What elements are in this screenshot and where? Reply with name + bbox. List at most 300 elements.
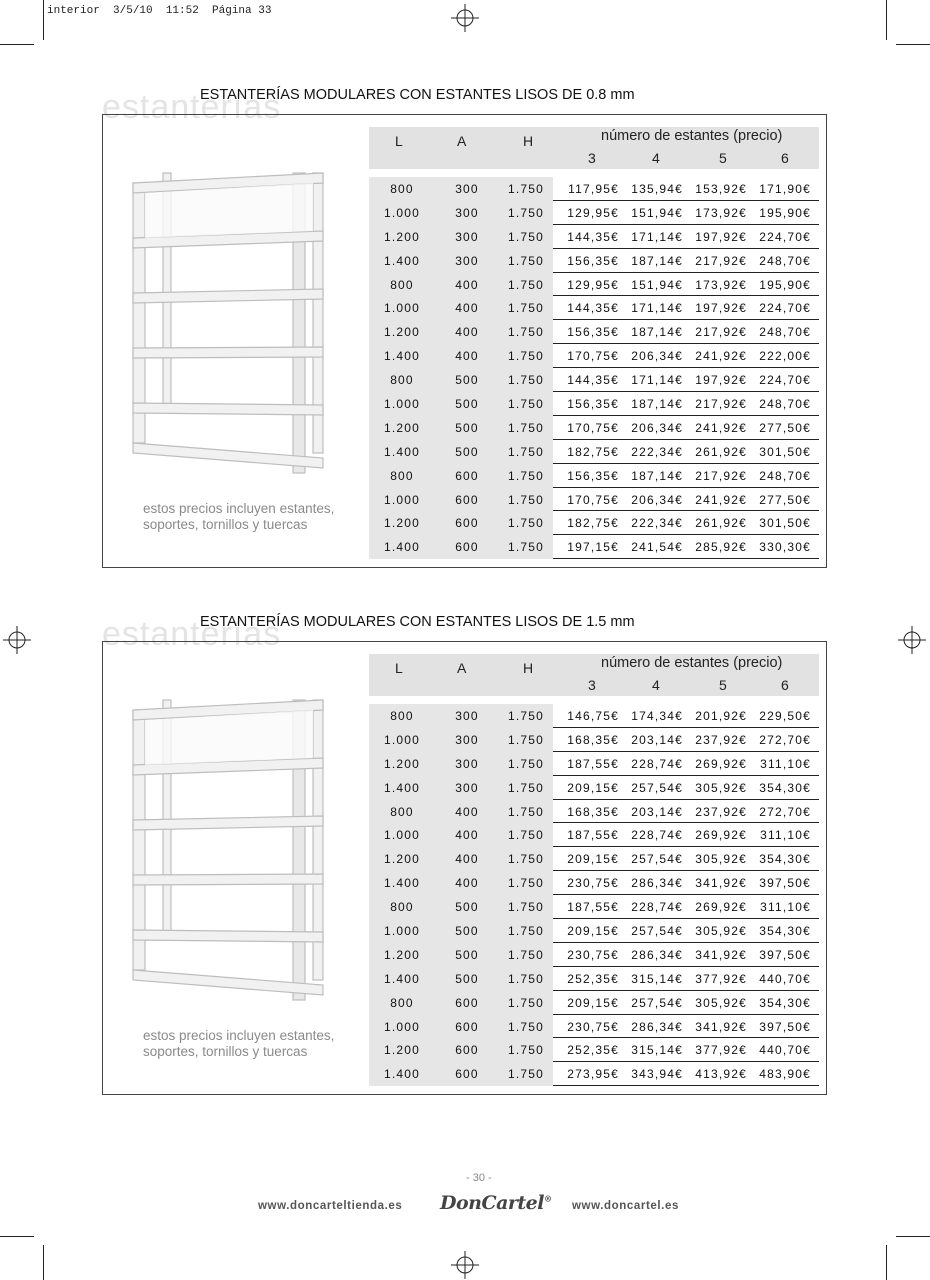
cell-height: 1.750 bbox=[507, 420, 545, 435]
cell-depth: 400 bbox=[455, 804, 479, 819]
cell-length: 1.400 bbox=[383, 876, 421, 891]
cell-height: 1.750 bbox=[507, 780, 545, 795]
cell-price-4: 171,14€ bbox=[631, 301, 683, 316]
cell-height: 1.750 bbox=[507, 277, 545, 292]
cell-price-4: 286,34€ bbox=[631, 1019, 683, 1034]
cell-price-5: 377,92€ bbox=[695, 971, 747, 986]
cell-height: 1.750 bbox=[507, 924, 545, 939]
header-n5: 5 bbox=[719, 150, 727, 166]
cell-height: 1.750 bbox=[507, 182, 545, 196]
cell-depth: 300 bbox=[455, 756, 479, 771]
section-ghost-word: estanterías bbox=[102, 88, 282, 126]
cell-price-5: 377,92€ bbox=[695, 1043, 747, 1058]
cell-height: 1.750 bbox=[507, 540, 545, 555]
cell-price-4: 174,34€ bbox=[631, 709, 683, 723]
cell-price-4: 257,54€ bbox=[631, 995, 683, 1010]
cell-price-6: 440,70€ bbox=[759, 971, 811, 986]
table-row bbox=[369, 895, 819, 919]
cell-height: 1.750 bbox=[507, 756, 545, 771]
table-row bbox=[369, 1038, 819, 1062]
header-n4: 4 bbox=[652, 677, 660, 693]
cell-price-6: 224,70€ bbox=[759, 229, 811, 244]
table-row bbox=[369, 296, 819, 320]
cell-price-6: 272,70€ bbox=[759, 732, 811, 747]
cell-price-4: 171,14€ bbox=[631, 373, 683, 388]
registered-mark: ® bbox=[544, 1193, 552, 1204]
cell-price-5: 217,92€ bbox=[695, 325, 747, 340]
cell-height: 1.750 bbox=[507, 1043, 545, 1058]
cell-length: 1.400 bbox=[383, 971, 421, 986]
cell-length: 1.000 bbox=[383, 828, 421, 843]
cell-depth: 500 bbox=[455, 900, 479, 915]
page-number: - 30 - bbox=[466, 1172, 492, 1184]
row-rule bbox=[553, 1085, 819, 1086]
crop-mark bbox=[43, 1245, 44, 1280]
cell-length: 1.200 bbox=[383, 947, 421, 962]
table-row bbox=[369, 919, 819, 943]
registration-target-icon bbox=[451, 1251, 479, 1279]
cell-depth: 400 bbox=[455, 876, 479, 891]
cell-height: 1.750 bbox=[507, 468, 545, 483]
cell-height: 1.750 bbox=[507, 732, 545, 747]
cell-price-3: 146,75€ bbox=[567, 709, 619, 723]
cell-price-4: 343,94€ bbox=[631, 1067, 683, 1082]
cell-price-4: 286,34€ bbox=[631, 947, 683, 962]
cell-depth: 400 bbox=[455, 852, 479, 867]
cell-length: 1.200 bbox=[383, 1043, 421, 1058]
cell-price-4: 135,94€ bbox=[631, 182, 683, 196]
cell-price-5: 269,92€ bbox=[695, 828, 747, 843]
cell-price-5: 413,92€ bbox=[695, 1067, 747, 1082]
cell-price-6: 483,90€ bbox=[759, 1067, 811, 1082]
price-table-rows bbox=[369, 704, 819, 1086]
shelving-unit-image bbox=[123, 143, 353, 503]
header-n6: 6 bbox=[781, 677, 789, 693]
section-box bbox=[102, 641, 827, 1095]
table-row bbox=[369, 823, 819, 847]
cell-price-6: 277,50€ bbox=[759, 420, 811, 435]
cell-depth: 500 bbox=[455, 924, 479, 939]
cell-length: 1.400 bbox=[383, 253, 421, 268]
table-row bbox=[369, 800, 819, 824]
cell-price-4: 203,14€ bbox=[631, 732, 683, 747]
cell-height: 1.750 bbox=[507, 349, 545, 364]
cell-price-5: 173,92€ bbox=[695, 205, 747, 220]
cell-depth: 600 bbox=[455, 492, 479, 507]
cell-price-5: 305,92€ bbox=[695, 852, 747, 867]
crop-mark bbox=[886, 1245, 887, 1280]
cell-price-3: 209,15€ bbox=[567, 852, 619, 867]
table-row bbox=[369, 344, 819, 368]
cell-length: 1.000 bbox=[383, 205, 421, 220]
crop-mark bbox=[896, 44, 930, 45]
cell-height: 1.750 bbox=[507, 205, 545, 220]
cell-price-5: 341,92€ bbox=[695, 876, 747, 891]
cell-price-5: 201,92€ bbox=[695, 709, 747, 723]
cell-price-4: 257,54€ bbox=[631, 852, 683, 867]
cell-price-4: 171,14€ bbox=[631, 229, 683, 244]
cell-length: 800 bbox=[390, 709, 414, 723]
cell-depth: 600 bbox=[455, 540, 479, 555]
cell-price-3: 252,35€ bbox=[567, 971, 619, 986]
price-note: estos precios incluyen estantes, soportes, tornillos y tuercas bbox=[143, 1028, 335, 1059]
table-row bbox=[369, 704, 819, 728]
cell-length: 1.000 bbox=[383, 492, 421, 507]
cell-price-3: 197,15€ bbox=[567, 540, 619, 555]
cell-length: 1.400 bbox=[383, 1067, 421, 1082]
cell-price-3: 252,35€ bbox=[567, 1043, 619, 1058]
cell-price-4: 187,14€ bbox=[631, 397, 683, 412]
cell-price-3: 230,75€ bbox=[567, 947, 619, 962]
registration-target-icon bbox=[3, 626, 31, 654]
cell-price-5: 241,92€ bbox=[695, 492, 747, 507]
table-row bbox=[369, 535, 819, 559]
cell-height: 1.750 bbox=[507, 995, 545, 1010]
header-group: número de estantes (precio) bbox=[601, 655, 783, 671]
table-header bbox=[369, 654, 819, 696]
section-title: ESTANTERÍAS MODULARES CON ESTANTES LISOS DE 0.8 mm bbox=[200, 87, 635, 103]
cell-price-6: 272,70€ bbox=[759, 804, 811, 819]
cell-height: 1.750 bbox=[507, 229, 545, 244]
cell-price-3: 156,35€ bbox=[567, 468, 619, 483]
table-row bbox=[369, 752, 819, 776]
cell-price-6: 354,30€ bbox=[759, 852, 811, 867]
site-url-link[interactable]: www.doncartel.es bbox=[572, 1200, 679, 1212]
cell-depth: 500 bbox=[455, 420, 479, 435]
header-a: A bbox=[457, 133, 467, 149]
cell-length: 1.200 bbox=[383, 756, 421, 771]
cell-height: 1.750 bbox=[507, 971, 545, 986]
registration-target-icon bbox=[898, 626, 926, 654]
cell-price-4: 222,34€ bbox=[631, 516, 683, 531]
header-n3: 3 bbox=[588, 677, 596, 693]
cell-depth: 300 bbox=[455, 253, 479, 268]
cell-price-3: 209,15€ bbox=[567, 780, 619, 795]
cell-height: 1.750 bbox=[507, 947, 545, 962]
cell-depth: 600 bbox=[455, 468, 479, 483]
cell-height: 1.750 bbox=[507, 301, 545, 316]
cell-height: 1.750 bbox=[507, 444, 545, 459]
cell-length: 1.200 bbox=[383, 420, 421, 435]
cell-price-6: 354,30€ bbox=[759, 924, 811, 939]
cell-price-5: 285,92€ bbox=[695, 540, 747, 555]
cell-price-6: 397,50€ bbox=[759, 947, 811, 962]
table-row bbox=[369, 776, 819, 800]
cell-price-3: 170,75€ bbox=[567, 349, 619, 364]
cell-height: 1.750 bbox=[507, 253, 545, 268]
crop-mark bbox=[896, 1236, 930, 1237]
cell-length: 1.200 bbox=[383, 325, 421, 340]
cell-price-6: 195,90€ bbox=[759, 277, 811, 292]
table-row bbox=[369, 871, 819, 895]
cell-price-4: 151,94€ bbox=[631, 277, 683, 292]
cell-depth: 600 bbox=[455, 995, 479, 1010]
cell-height: 1.750 bbox=[507, 804, 545, 819]
cell-height: 1.750 bbox=[507, 325, 545, 340]
cell-price-6: 277,50€ bbox=[759, 492, 811, 507]
table-row bbox=[369, 1015, 819, 1039]
cell-length: 1.400 bbox=[383, 540, 421, 555]
cell-depth: 300 bbox=[455, 182, 479, 196]
cell-length: 1.400 bbox=[383, 780, 421, 795]
header-h: H bbox=[523, 133, 534, 149]
print-slug: interior 3/5/10 11:52 Página 33 bbox=[47, 5, 272, 17]
price-table-rows bbox=[369, 177, 819, 559]
cell-price-4: 315,14€ bbox=[631, 971, 683, 986]
cell-price-3: 182,75€ bbox=[567, 444, 619, 459]
cell-price-5: 269,92€ bbox=[695, 900, 747, 915]
cell-height: 1.750 bbox=[507, 516, 545, 531]
table-row bbox=[369, 728, 819, 752]
table-row bbox=[369, 943, 819, 967]
cell-price-6: 397,50€ bbox=[759, 876, 811, 891]
cell-length: 1.000 bbox=[383, 397, 421, 412]
cell-price-6: 171,90€ bbox=[759, 182, 811, 196]
table-row bbox=[369, 320, 819, 344]
cell-price-5: 237,92€ bbox=[695, 732, 747, 747]
cell-price-3: 273,95€ bbox=[567, 1067, 619, 1082]
cell-price-3: 168,35€ bbox=[567, 804, 619, 819]
cell-length: 1.000 bbox=[383, 301, 421, 316]
cell-price-3: 209,15€ bbox=[567, 995, 619, 1010]
cell-price-3: 156,35€ bbox=[567, 325, 619, 340]
cell-price-6: 354,30€ bbox=[759, 780, 811, 795]
cell-height: 1.750 bbox=[507, 397, 545, 412]
cell-height: 1.750 bbox=[507, 1019, 545, 1034]
cell-depth: 500 bbox=[455, 444, 479, 459]
cell-price-5: 217,92€ bbox=[695, 253, 747, 268]
cell-depth: 300 bbox=[455, 780, 479, 795]
cell-depth: 300 bbox=[455, 205, 479, 220]
cell-height: 1.750 bbox=[507, 828, 545, 843]
table-row bbox=[369, 488, 819, 512]
table-row bbox=[369, 177, 819, 201]
cell-price-5: 341,92€ bbox=[695, 947, 747, 962]
table-row bbox=[369, 440, 819, 464]
cell-price-4: 206,34€ bbox=[631, 492, 683, 507]
header-n4: 4 bbox=[652, 150, 660, 166]
cell-length: 800 bbox=[390, 277, 414, 292]
brand-logo bbox=[440, 1192, 552, 1214]
cell-depth: 400 bbox=[455, 325, 479, 340]
cell-price-4: 257,54€ bbox=[631, 780, 683, 795]
cell-price-6: 229,50€ bbox=[759, 709, 811, 723]
row-rule bbox=[553, 558, 819, 559]
cell-price-6: 248,70€ bbox=[759, 468, 811, 483]
cell-price-4: 228,74€ bbox=[631, 900, 683, 915]
cell-price-6: 440,70€ bbox=[759, 1043, 811, 1058]
table-row bbox=[369, 967, 819, 991]
cell-depth: 400 bbox=[455, 277, 479, 292]
header-l: L bbox=[395, 133, 403, 149]
header-h: H bbox=[523, 660, 534, 676]
cell-height: 1.750 bbox=[507, 709, 545, 723]
cell-depth: 600 bbox=[455, 1043, 479, 1058]
cell-depth: 300 bbox=[455, 732, 479, 747]
cell-price-6: 397,50€ bbox=[759, 1019, 811, 1034]
cell-price-4: 203,14€ bbox=[631, 804, 683, 819]
cell-price-6: 311,10€ bbox=[760, 828, 811, 843]
cell-price-3: 117,95€ bbox=[568, 182, 619, 196]
table-row bbox=[369, 249, 819, 273]
cell-price-5: 241,92€ bbox=[695, 420, 747, 435]
table-row bbox=[369, 273, 819, 297]
cell-height: 1.750 bbox=[507, 492, 545, 507]
cell-price-4: 222,34€ bbox=[631, 444, 683, 459]
cell-price-5: 197,92€ bbox=[695, 229, 747, 244]
cell-price-5: 241,92€ bbox=[695, 349, 747, 364]
cell-price-5: 197,92€ bbox=[695, 373, 747, 388]
cell-length: 800 bbox=[390, 373, 414, 388]
section-title: ESTANTERÍAS MODULARES CON ESTANTES LISOS DE 1.5 mm bbox=[200, 614, 635, 630]
cell-price-5: 269,92€ bbox=[695, 756, 747, 771]
cell-price-6: 354,30€ bbox=[759, 995, 811, 1010]
cell-price-5: 173,92€ bbox=[695, 277, 747, 292]
cell-price-6: 224,70€ bbox=[759, 373, 811, 388]
cell-price-6: 224,70€ bbox=[759, 301, 811, 316]
cell-height: 1.750 bbox=[507, 373, 545, 388]
cell-price-4: 241,54€ bbox=[631, 540, 683, 555]
cell-length: 800 bbox=[390, 182, 414, 196]
cell-price-5: 261,92€ bbox=[695, 516, 747, 531]
header-group: número de estantes (precio) bbox=[601, 128, 783, 144]
table-row bbox=[369, 201, 819, 225]
cell-depth: 500 bbox=[455, 397, 479, 412]
cell-price-3: 170,75€ bbox=[567, 492, 619, 507]
cell-depth: 500 bbox=[455, 373, 479, 388]
cell-price-4: 206,34€ bbox=[631, 349, 683, 364]
cell-price-6: 195,90€ bbox=[759, 205, 811, 220]
cell-depth: 600 bbox=[455, 1067, 479, 1082]
cell-price-4: 257,54€ bbox=[631, 924, 683, 939]
cell-price-4: 228,74€ bbox=[631, 828, 683, 843]
cell-price-4: 228,74€ bbox=[631, 756, 683, 771]
cell-length: 1.400 bbox=[383, 349, 421, 364]
cell-price-5: 305,92€ bbox=[695, 780, 747, 795]
cell-depth: 400 bbox=[455, 828, 479, 843]
header-l: L bbox=[395, 660, 403, 676]
cell-depth: 300 bbox=[455, 229, 479, 244]
cell-price-3: 187,55€ bbox=[567, 900, 619, 915]
table-header bbox=[369, 127, 819, 169]
cell-depth: 600 bbox=[455, 516, 479, 531]
crop-mark bbox=[43, 0, 44, 40]
header-n5: 5 bbox=[719, 677, 727, 693]
cell-length: 800 bbox=[390, 804, 414, 819]
cell-price-5: 217,92€ bbox=[695, 468, 747, 483]
cell-price-3: 182,75€ bbox=[567, 516, 619, 531]
cell-length: 800 bbox=[390, 900, 414, 915]
cell-depth: 300 bbox=[455, 709, 479, 723]
cell-price-5: 237,92€ bbox=[695, 804, 747, 819]
cell-price-4: 187,14€ bbox=[631, 253, 683, 268]
cell-price-3: 144,35€ bbox=[567, 301, 619, 316]
cell-price-5: 261,92€ bbox=[695, 444, 747, 459]
cell-price-4: 151,94€ bbox=[631, 205, 683, 220]
cell-price-3: 187,55€ bbox=[567, 828, 619, 843]
table-row bbox=[369, 511, 819, 535]
cell-price-5: 153,92€ bbox=[695, 182, 747, 196]
cell-price-6: 301,50€ bbox=[759, 444, 811, 459]
cell-depth: 500 bbox=[455, 971, 479, 986]
cell-depth: 500 bbox=[455, 947, 479, 962]
cell-length: 800 bbox=[390, 995, 414, 1010]
cell-length: 1.200 bbox=[383, 852, 421, 867]
table-row bbox=[369, 225, 819, 249]
cell-length: 1.000 bbox=[383, 1019, 421, 1034]
cell-depth: 400 bbox=[455, 349, 479, 364]
cell-length: 1.400 bbox=[383, 444, 421, 459]
cell-depth: 600 bbox=[455, 1019, 479, 1034]
cell-price-5: 217,92€ bbox=[695, 397, 747, 412]
cell-price-3: 144,35€ bbox=[567, 229, 619, 244]
cell-price-3: 156,35€ bbox=[567, 397, 619, 412]
price-note: estos precios incluyen estantes, soportes, tornillos y tuercas bbox=[143, 501, 335, 532]
cell-price-6: 330,30€ bbox=[759, 540, 811, 555]
cell-price-3: 230,75€ bbox=[567, 876, 619, 891]
crop-mark bbox=[0, 1236, 34, 1237]
cell-price-5: 305,92€ bbox=[695, 924, 747, 939]
cell-price-4: 187,14€ bbox=[631, 325, 683, 340]
header-n3: 3 bbox=[588, 150, 596, 166]
cell-price-3: 170,75€ bbox=[567, 420, 619, 435]
cell-price-5: 341,92€ bbox=[695, 1019, 747, 1034]
cell-price-6: 311,10€ bbox=[760, 756, 811, 771]
table-row bbox=[369, 1062, 819, 1086]
section-box bbox=[102, 114, 827, 568]
table-row bbox=[369, 464, 819, 488]
cell-height: 1.750 bbox=[507, 900, 545, 915]
header-n6: 6 bbox=[781, 150, 789, 166]
cell-length: 1.000 bbox=[383, 924, 421, 939]
table-row bbox=[369, 847, 819, 871]
cell-price-5: 197,92€ bbox=[695, 301, 747, 316]
crop-mark bbox=[0, 44, 34, 45]
cell-depth: 400 bbox=[455, 301, 479, 316]
cell-price-6: 248,70€ bbox=[759, 253, 811, 268]
cell-length: 1.000 bbox=[383, 732, 421, 747]
cell-price-6: 248,70€ bbox=[759, 397, 811, 412]
cell-price-3: 230,75€ bbox=[567, 1019, 619, 1034]
cell-price-6: 248,70€ bbox=[759, 325, 811, 340]
cell-length: 800 bbox=[390, 468, 414, 483]
cell-price-3: 168,35€ bbox=[567, 732, 619, 747]
cell-length: 1.200 bbox=[383, 516, 421, 531]
cell-length: 1.200 bbox=[383, 229, 421, 244]
cell-price-3: 187,55€ bbox=[567, 756, 619, 771]
cell-price-5: 305,92€ bbox=[695, 995, 747, 1010]
cell-price-6: 311,10€ bbox=[760, 900, 811, 915]
cell-price-3: 156,35€ bbox=[567, 253, 619, 268]
shop-url-link[interactable]: www.doncarteltienda.es bbox=[258, 1200, 403, 1212]
cell-price-3: 129,95€ bbox=[567, 205, 619, 220]
cell-price-4: 187,14€ bbox=[631, 468, 683, 483]
cell-height: 1.750 bbox=[507, 852, 545, 867]
cell-price-4: 315,14€ bbox=[631, 1043, 683, 1058]
cell-price-3: 144,35€ bbox=[567, 373, 619, 388]
table-row bbox=[369, 416, 819, 440]
header-a: A bbox=[457, 660, 467, 676]
cell-height: 1.750 bbox=[507, 876, 545, 891]
table-row bbox=[369, 392, 819, 416]
shelving-unit-image bbox=[123, 670, 353, 1030]
cell-price-3: 129,95€ bbox=[567, 277, 619, 292]
cell-price-3: 209,15€ bbox=[567, 924, 619, 939]
cell-price-6: 222,00€ bbox=[759, 349, 811, 364]
crop-mark bbox=[886, 0, 887, 40]
cell-height: 1.750 bbox=[507, 1067, 545, 1082]
cell-price-4: 286,34€ bbox=[631, 876, 683, 891]
